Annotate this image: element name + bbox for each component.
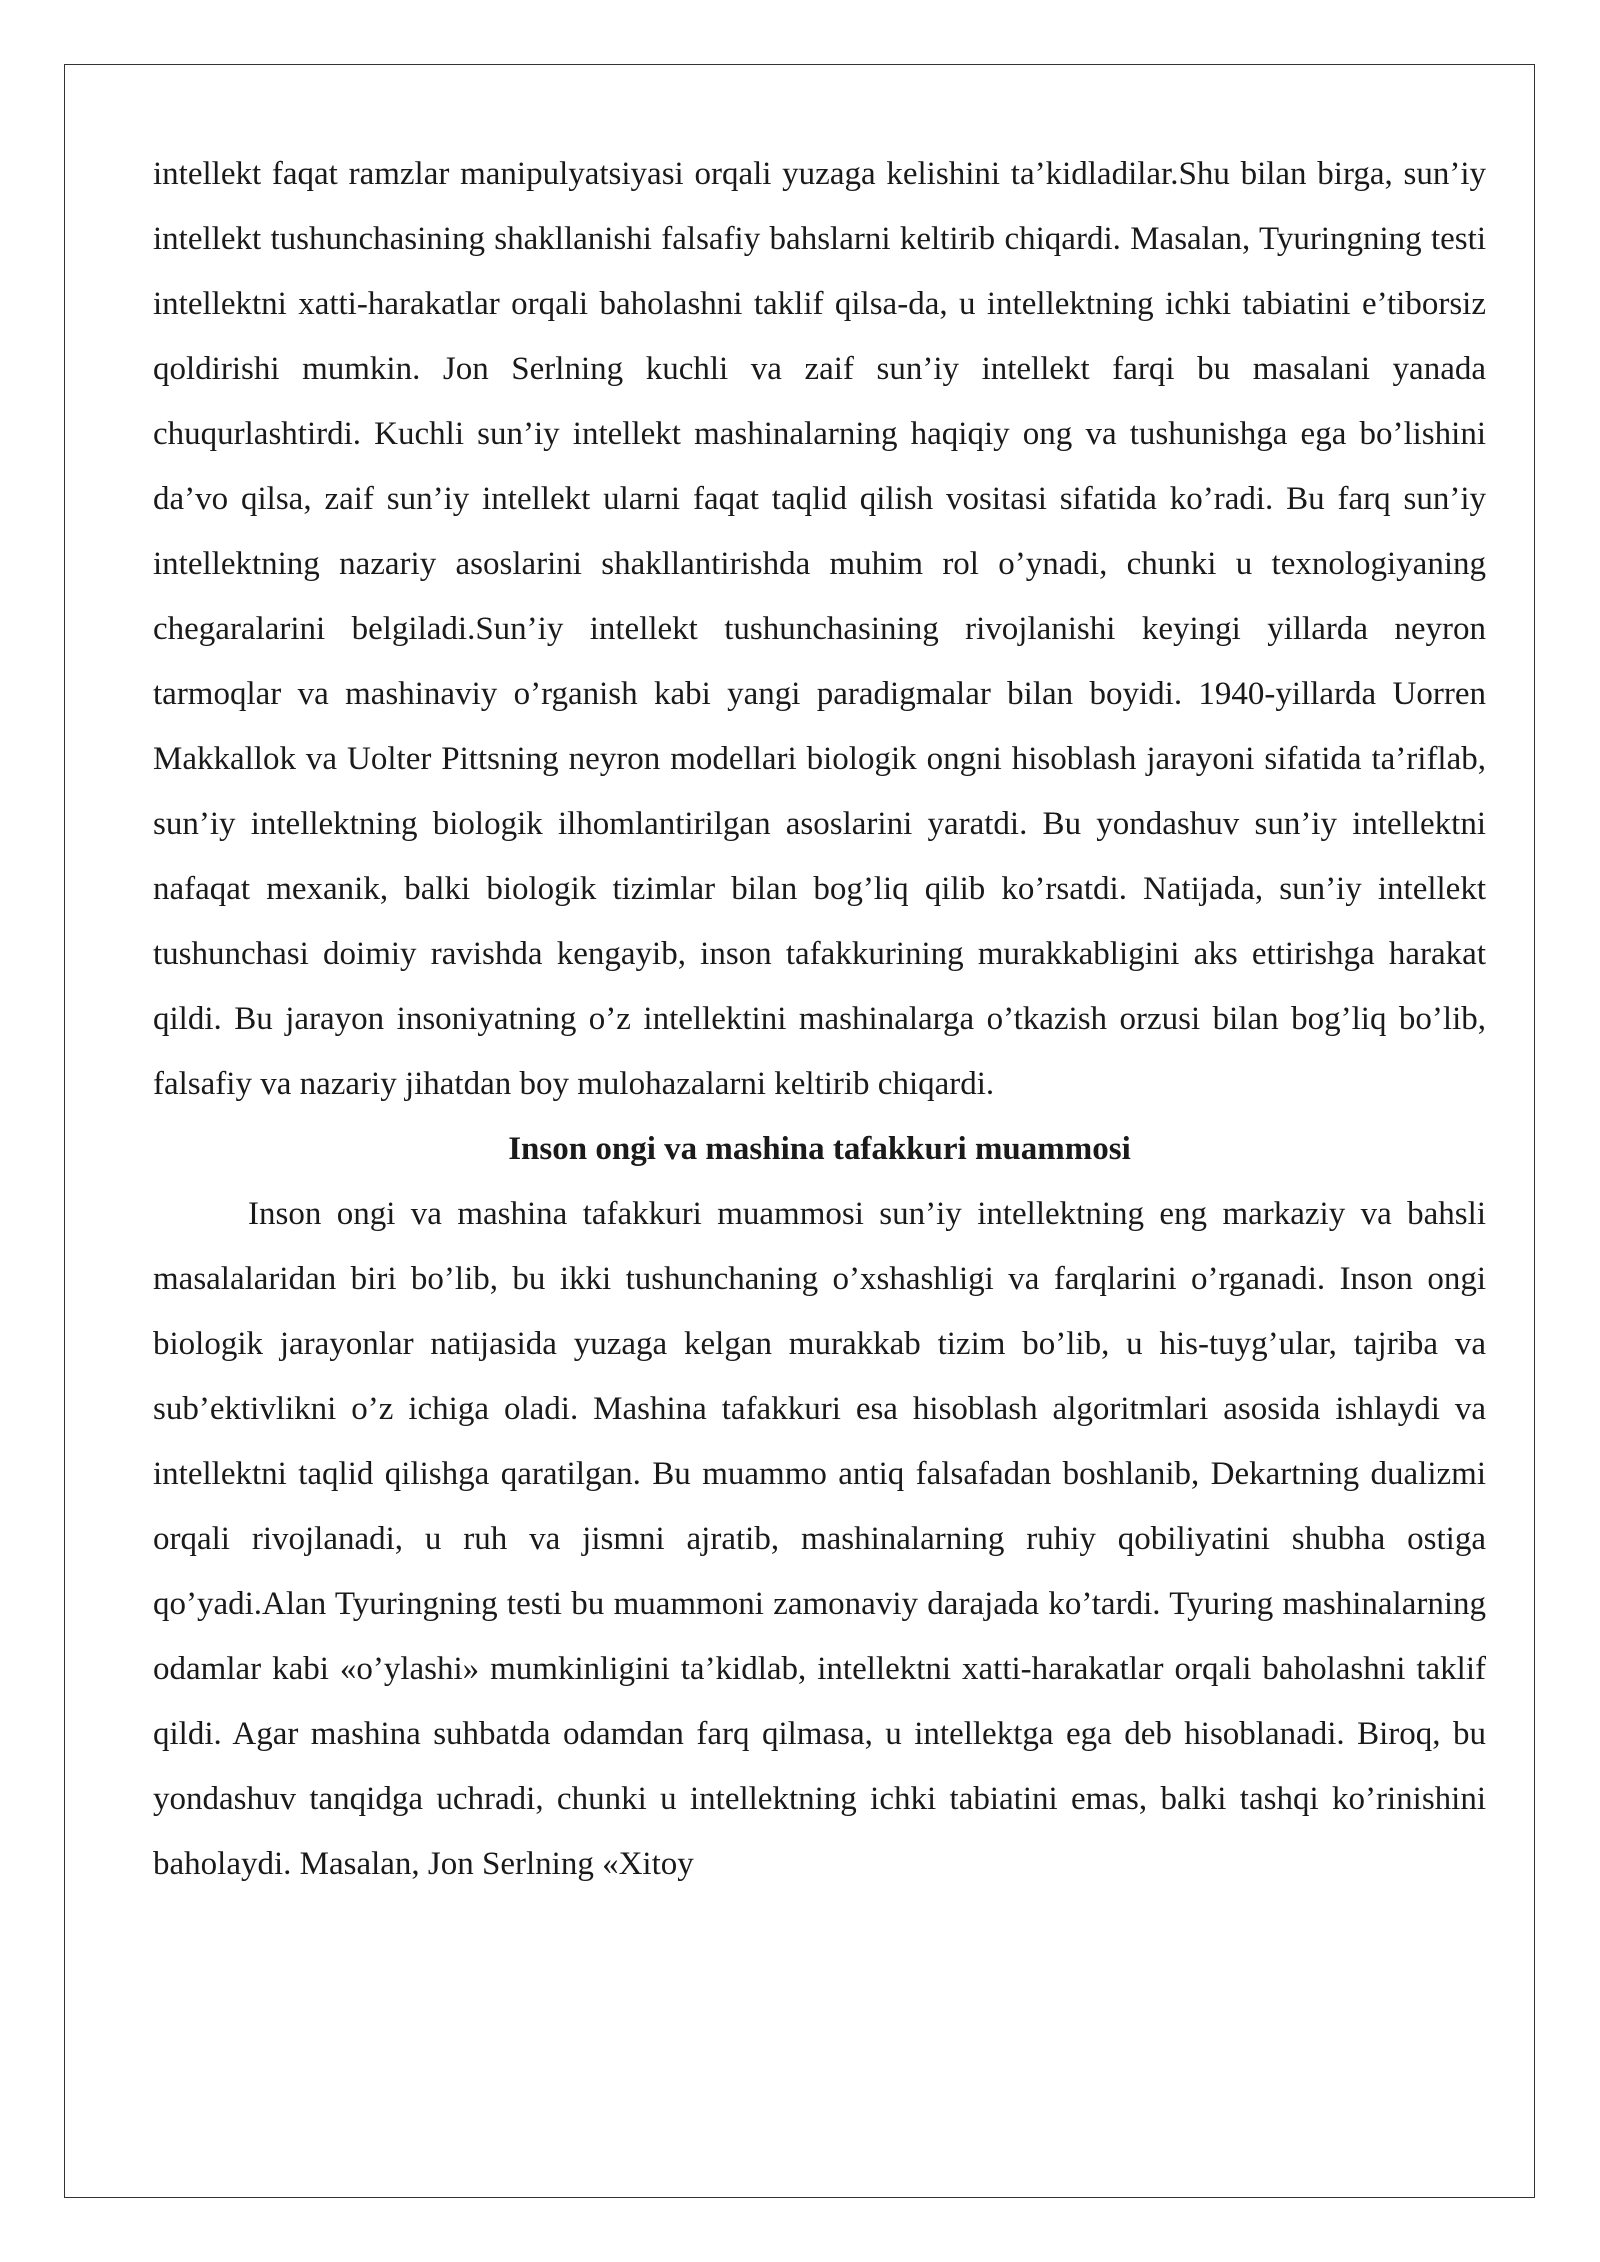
body-paragraph: intellekt faqat ramzlar manipulyatsiyasi orqali yuzaga kelishini ta’kidladilar.Shu bilan birga, sun’iy intellekt tushunchasining shakllanishi falsafiy bahslarni keltirib chiqardi. Masalan, Tyuringning testi intellektni xatti-harakatlar orqali baholashni taklif qilsa-da, u intellektning ichki tabiatini e’tiborsiz qoldirishi mumkin. Jon Serlning kuchli va zaif sun’iy intellekt farqi bu masalani yanada chuqurlashtirdi. Kuchli sun’iy intellekt mashinalarning haqiqiy ong va tushunishga ega bo’lishini da’vo qilsa, zaif sun’iy intellekt ularni faqat taqlid qilish vositasi sifatida ko’radi. Bu farq sun’iy intellektning nazariy asoslarini shakllantirishda muhim rol o’ynadi, chunki u texnologiyaning chegaralarini belgiladi.Sun’iy intellekt tushunchasining rivojlanishi keyingi yillarda neyron tarmoqlar va mashinaviy o’rganish kabi yangi paradigmalar bilan boyidi. 1940-yillarda Uorren Makkallok va Uolter Pittsning neyron modellari biologik ongni hisoblash jarayoni sifatida ta’riflab, sun’iy intellektning biologik ilhomlantirilgan asoslarini yaratdi. Bu yondashuv sun’iy intellektni nafaqat mexanik, balki biologik tizimlar bilan bog’liq qilib ko’rsatdi. Natijada, sun’iy intellekt tushunchasi doimiy ravishda kengayib, inson tafakkurining murakkabligini aks ettirishga harakat qildi. Bu jarayon insoniyatning o’z intellektini mashinalarga o’tkazish orzusi bilan bog’liq bo’lib, falsafiy va nazariy jihatdan boy mulohazalarni keltirib chiqardi.	[153, 156, 1486, 1102]
section-heading: Inson ongi va mashina tafakkuri muammosi	[508, 1131, 1131, 1167]
body-paragraph: Inson ongi va mashina tafakkuri muammosi sun’iy intellektning eng markaziy va bahsli masalalaridan biri bo’lib, bu ikki tushunchaning o’xshashligi va farqlarini o’rganadi. Inson ongi biologik jarayonlar natijasida yuzaga kelgan murakkab tizim bo’lib, u his-tuyg’ular, tajriba va sub’ektivlikni o’z ichiga oladi. Mashina tafakkuri esa hisoblash algoritmlari asosida ishlaydi va intellektni taqlid qilishga qaratilgan. Bu muammo antiq falsafadan boshlanib, Dekartning dualizmi orqali rivojlanadi, u ruh va jismni ajratib, mashinalarning ruhiy qobiliyatini shubha ostiga qo’yadi.Alan Tyuringning testi bu muammoni zamonaviy darajada ko’tardi. Tyuring mashinalarning odamlar kabi «o’ylashi» mumkinligini ta’kidlab, intellektni xatti-harakatlar orqali baholashni taklif qildi. Agar mashina suhbatda odamdan farq qilmasa, u intellektga ega deb hisoblanadi. Biroq, bu yondashuv tanqidga uchradi, chunki u intellektning ichki tabiatini emas, balki tashqi ko’rinishini baholaydi. Masalan, Jon Serlning «Xitoy	[153, 1196, 1486, 1882]
document-body	[153, 142, 1486, 1897]
